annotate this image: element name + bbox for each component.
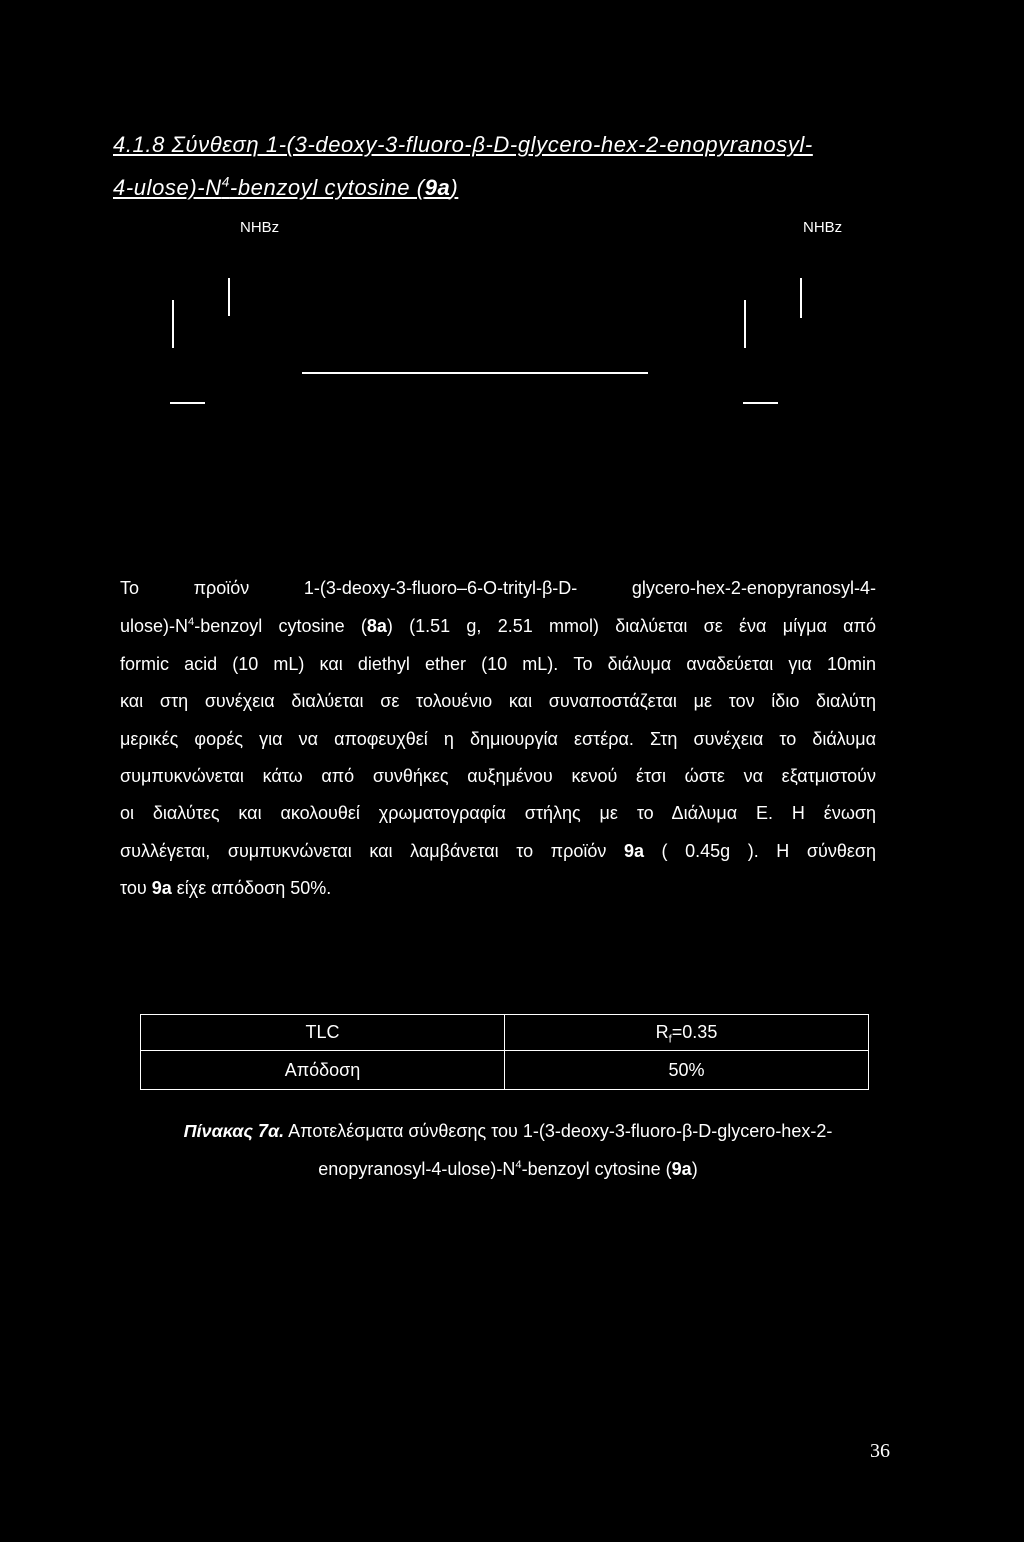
paragraph-text: συμπυκνώνεται κάτω από συνθήκες αυξημένου κενού έτσι ώστε να εξατμιστούν [120,766,876,786]
superscript: 4 [188,616,195,628]
paragraph-text: συλλέγεται, συμπυκνώνεται και λαμβάνεται το προϊόν [120,841,624,861]
rf-symbol: R [655,1022,669,1042]
paragraph-text: Το προϊόν 1-(3-deoxy-3-fluoro–6-O-trityl-β-D- glycero-hex-2-enopyranosyl-4- [120,578,876,598]
table-cell-value [505,1015,869,1051]
bond-line [228,278,230,316]
rf-value: =0.35 [671,1022,718,1042]
paragraph-line [120,577,876,599]
paragraph-text: ( 0.45g ). Η σύνθεση [643,841,876,861]
paragraph-text: είχε απόδοση 50%. [171,878,332,898]
table-cell-value: 50% [505,1051,869,1090]
heading-text: -benzoyl cytosine ( [229,175,425,200]
paragraph-text: ulose)-N [120,616,189,636]
table-row [141,1051,869,1090]
heading-text: 4-ulose)-N [113,175,222,200]
bond-line [170,402,205,404]
caption-text: Αποτελέσματα σύνθεσης του 1-(3-deoxy-3-fluoro-β-D-glycero-hex-2- [284,1121,833,1141]
compound-label: 8a [366,616,387,636]
superscript: 4 [515,1159,522,1171]
paragraph-text: ) (1.51 g, 2.51 mmol) διαλύεται σε ένα μίγμα από [386,616,876,636]
paragraph-line [120,840,876,862]
table-cell-label: TLC [141,1015,505,1051]
heading-text: ) [450,175,459,200]
paragraph-text: και στη συνέχεια διαλύεται σε τολουένιο και συναποστάζεται με τον ίδιο διαλύτη [120,691,876,711]
reaction-arrow [302,372,648,374]
bond-line [743,402,778,404]
paragraph-text: μερικές φορές για να αποφευχθεί η δημιουργία εστέρα. Στη συνέχεια το διάλυμα [120,729,876,749]
caption-label: Πίνακας 7α. [183,1121,285,1141]
page-number: 36 [870,1440,890,1462]
paragraph-line [120,728,876,750]
table-cell-label: Απόδοση [141,1051,505,1090]
paragraph-line [120,765,876,787]
paragraph-text: οι διαλύτες και ακολουθεί χρωματογραφία στήλης με το Διάλυμα Ε. Η ένωση [120,803,876,823]
paragraph-text: του [120,878,152,898]
section-heading-line-1: 4.1.8 Σύνθεση 1-(3-deoxy-3-fluoro-β-D-glycero-hex-2-enopyranosyl- [113,132,813,157]
caption-text: enopyranosyl-4-ulose)-N [318,1159,516,1179]
nhbz-label-right: NHBz [803,219,843,236]
section-heading-line-2 [113,174,458,202]
caption-text: -benzoyl cytosine ( [521,1159,672,1179]
paragraph-line [120,877,876,899]
bond-line [744,300,746,348]
bond-line [172,300,174,348]
bond-line [800,278,802,318]
nhbz-label-left: NHBz [240,219,280,236]
caption-line-1 [100,1120,916,1142]
table-row [141,1015,869,1051]
results-table [140,1014,869,1090]
compound-label: 9a [151,878,172,898]
paragraph-text: formic acid (10 mL) και diethyl ether (10 mL). Το διάλυμα αναδεύεται για 10min [120,654,876,674]
compound-label: 9a [623,841,644,861]
superscript: 4 [221,174,230,190]
caption-text: ) [691,1159,698,1179]
paragraph-line [120,802,876,824]
paragraph-line [120,690,876,712]
paragraph-text: -benzoyl cytosine ( [194,616,367,636]
caption-line-2 [100,1158,916,1180]
paragraph-line [120,615,876,637]
paragraph-line [120,653,876,675]
subscript: f [668,1033,672,1046]
compound-label: 9a [424,175,451,200]
compound-label: 9a [671,1159,692,1179]
